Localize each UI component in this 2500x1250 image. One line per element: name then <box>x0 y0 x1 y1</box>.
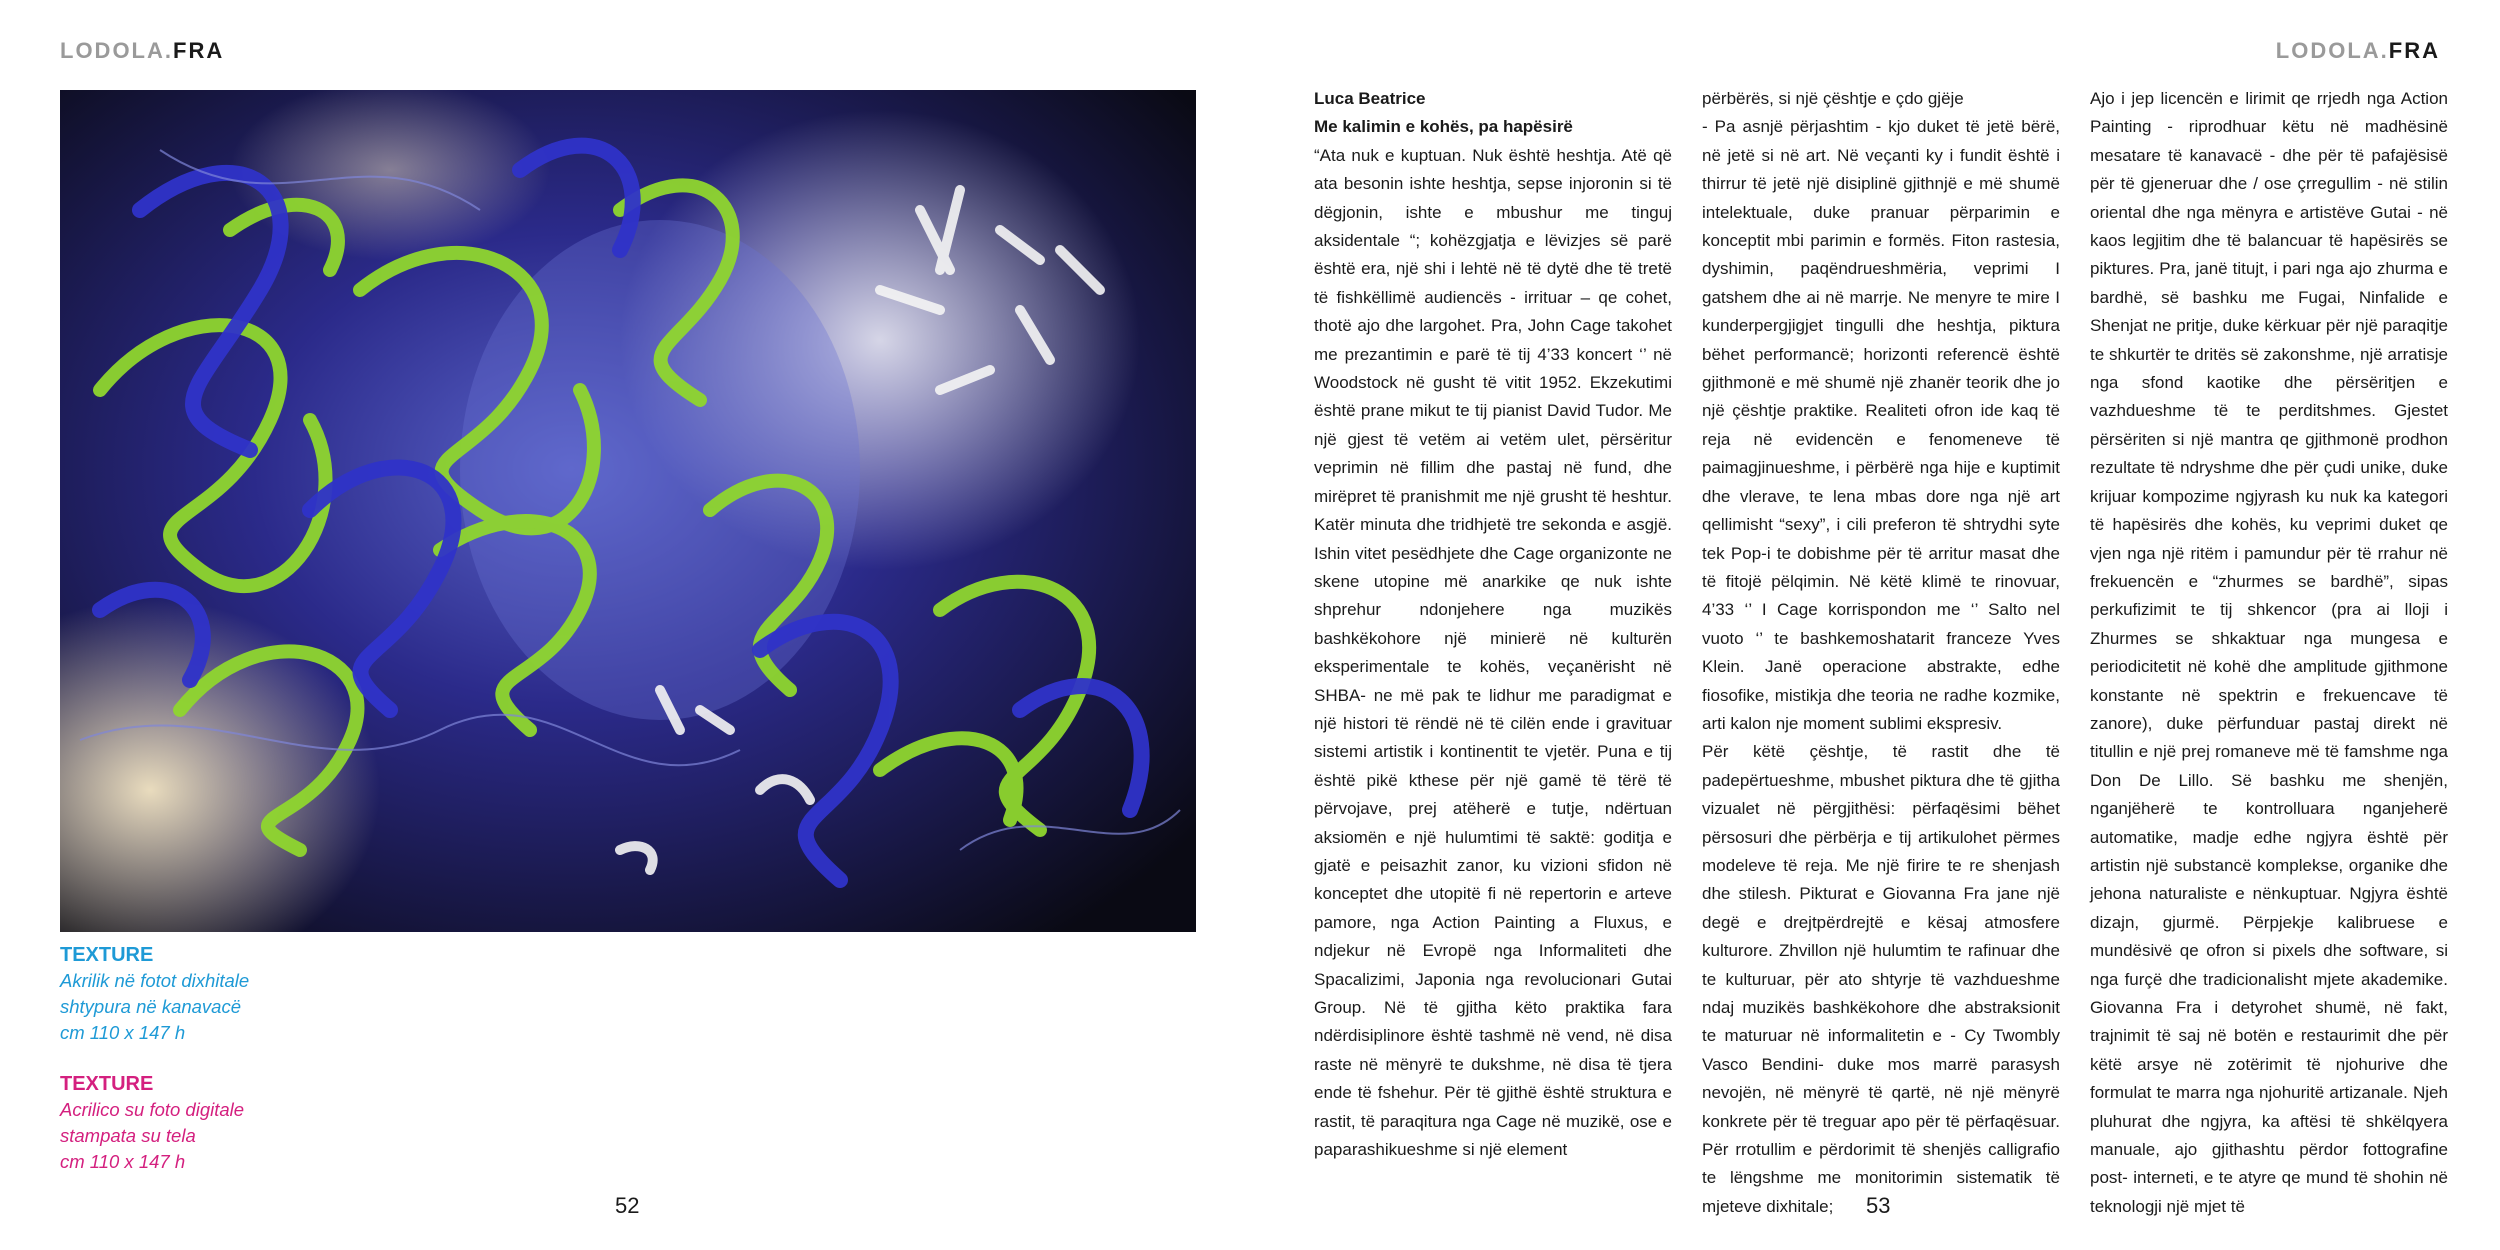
page-number-right: 53 <box>1866 1193 1891 1218</box>
article-body-text: - Pa asnjë përjashtim - kjo duket të jetë bërë, në jetë si në art. Në veçanti ky i fundit është i thirrur të jetë një disiplinë gjithnjë e më shumë intelektuale, duke pranuar përparimin e konceptit mbi parimin e formës. Fiton rastesia, dyshimin, paqëndrueshmëria, veprimi I gatshem dhe ai në marrje. Ne menyre te mire I kunderpergjigjet tingulli dhe heshtja, piktura bëhet performancë; horizonti referencë është gjithmonë e më shumë një zhanër teorik dhe jo një çështje praktike. Realiteti ofron ide kaq të reja në evidencën e fenomeneve të paimagjinueshme, i përbërë nga hije e kuptimit dhe vlerave, te lena mbas dore nga një art qellimisht “sexy”, i cili preferon të shtrydhi syte tek Pop-i te dobishme për të arritur masat dhe të fitojë pëlqimin. Në këtë klimë te rinovuar, 4’33 ‘’ I Cage korrispondon me ‘’ Salto nel vuoto ‘’ te bashkemoshatarit franceze Yves Klein. Janë operacione abstrakte, edhe fiosofike, mistikja dhe teoria ne radhe kozmike, arti kalon nje moment sublimi ekspresiv. <box>1702 117 2060 733</box>
caption-line: Akrilik në fotot dixhitale <box>60 970 250 991</box>
caption-albanian <box>60 942 249 1046</box>
caption-title: TEXTURE <box>60 1073 154 1095</box>
magazine-logo-right: LODOLA.FRA <box>2275 38 2440 63</box>
caption-line: Acrilico su foto digitale <box>60 1099 245 1120</box>
article-body-text: “Ata nuk e kuptuan. Nuk është heshtja. Atë që ata besonin ishte heshtja, sepse injoronin si të dëgjonin, ishte e mbushur me tinguj aksidentale “; kohëzgjatja e lëvizjes së parë është era, një shi i lehtë në të dytë dhe të tretë të fishkëllimë audiencës - irrituar – qe cohet, thotë ajo dhe largohet. Pra, John Cage takohet me prezantimin e parë të tij 4’33 koncert ‘’ në Woodstock në gusht të vitit 1952. Ekzekutimi është prane mikut te tij pianist David Tudor. Me një gjest të vetëm ai vetëm ulet, përsëritur veprimin në fillim dhe pastaj në fund, dhe mirëpret të pranishmit me një grusht të heshtur. Katër minuta dhe tridhjetë tre sekonda e asgjë. Ishin vitet pesëdhjete dhe Cage organizonte ne skene utopine më anarkike qe nuk ishte shprehur ndonjehere nga muzikës bashkëkohore një minierë në kulturën eksperimentale te kohës, veçanërisht në SHBA- ne më pak te lidhur me paradigmat e një histori të rëndë në të cilën ende i gravituar sistemi artistik i kontinentit te vjetër. Puna e tij është pikë kthese për një gamë të tërë të përvojave, prej atëherë e tutje, ndërtuan aksiomën e një hulumtimi të saktë: goditja e gjatë e peisazhit zanor, ku vizioni sfidon në konceptet dhe utopitë fi në repertorin e arteve pamore, nga Action Painting a Fluxus, e ndjekur në Evropë nga Informaliteti dhe Spacalizimi, Japonia nga revolucionari Gutai Group. Në të gjitha këto praktika fara ndërdisiplinore është tashmë në vend, në disa raste në mënyrë te dukshme, në disa të tjera ende të fshehur. Për të gjithë është struktura e rastit, të paraqitura nga Cage në muzikë, ose e paparashikueshme si një element <box>1314 145 1672 1160</box>
caption-dimensions: cm 110 x 147 h <box>60 1022 186 1043</box>
caption-title: TEXTURE <box>60 944 154 966</box>
article-column-3 <box>2090 85 2448 1221</box>
caption-dimensions: cm 110 x 147 h <box>60 1151 186 1172</box>
abstract-painting-image <box>60 90 1196 932</box>
article-body-text: përbërës, si një çështje e çdo gjëje <box>1702 89 1964 108</box>
article-heading: Me kalimin e kohës, pa hapësirë <box>1314 117 1573 137</box>
article-body-text: Për këtë çështje, të rastit dhe të padepërtueshme, mbushet piktura dhe të gjitha vizualet në përgjithësi: përfaqësimi bëhet përsosuri dhe përbërja e tij artikulohet përmes modeleve të reja. Me një firire te re shenjash dhe stilesh. Pikturat e Giovanna Fra jane një degë e drejtpërdrejtë e kësaj atmosfere kulturore. Zhvillon një hulumtim te rafinuar dhe te kulturuar, për ato shtyrje të vazhdueshme ndaj muzikës bashkëkohore dhe abstraksionit te maturuar në informalitetin e - Cy Twombly Vasco Bendini- duke mos marrë parasysh nevojën, në mënyrë të qartë, në një mënyrë konkrete për të treguar apo për të përfaqësuar. Për rrotullim e përdorimit të shenjës calligrafio te lëngshme me monitorimin sistematik të mjeteve dixhitale; <box>1702 742 2060 1216</box>
magazine-logo-left: LODOLA.FRA <box>60 38 225 63</box>
page-number-left: 52 <box>615 1193 640 1218</box>
caption-line: stampata su tela <box>60 1125 196 1146</box>
caption-line: shtypura në kanavacë <box>60 996 242 1017</box>
article-column-2 <box>1702 85 2060 1221</box>
article-author: Luca Beatrice <box>1314 89 1426 108</box>
caption-italian <box>60 1071 244 1175</box>
article-column-1 <box>1314 85 1672 1164</box>
article-body-text: Ajo i jep licencën e lirimit qe rrjedh nga Action Painting - riprodhuar këtu në madhësinë mesatare të kanavacë - dhe për të pafajësisë për të gjeneruar dhe / ose çrregullim - në stilin oriental dhe nga mënyra e artistëve Gutai - në kaos legjitim dhe të balancuar të hapësirës se piktures. Pra, janë titujt, i pari nga ajo zhurma e bardhë, së bashku me Fugai, Ninfalide e Shenjat ne pritje, duke kërkuar për një paraqitje te shkurtër te dritës së zakonshme, një arratisje nga sfond kaotike dhe përsëritjen e vazhdueshme të te perditshmes. Gjestet përsëriten si një mantra qe gjithmonë prodhon rezultate të ndryshme dhe për çudi unike, duke krijuar kompozime ngjyrash ku nuk ka kategori të hapësirës dhe kohës, ku veprimi duket qe vjen nga një ritëm i pamundur për të rrahur në frekuencën e “zhurmes se bardhë”, sipas perkufizimit te tij shkencor (pra ai lloji i Zhurmes se shkaktuar nga mungesa e periodicitetit në kohë dhe amplitude gjithmone konstante në spektrin e frekuencave të zanore), duke përfunduar pastaj direkt në titullin e një prej romaneve më të famshme nga Don De Lillo. Së bashku me shenjën, nganjëherë te kontrolluara nganjeherë automatike, madje edhe ngjyra është për artistin një substancë komplekse, organike dhe jehona naturaliste e nënkuptuar. Ngjyra është dizajn, gjurmë. Përpjekje kalibruese e mundësivë qe ofron si pixels dhe software, si nga furçë dhe tradicionalisht mjete akademike. Giovanna Fra i detyrohet shumë, në fakt, trajnimit të saj në botën e restaurimit dhe për këtë arsye në zotërimit të njohurive dhe formulat te marra nga njohuritë artizanale. Njeh pluhurat dhe ngjyra, ka aftësi të shkëlqyera manuale, ajo gjithashtu përdor fottografine post- interneti, e te atyre qe mund të shohin në teknologji një mjet të <box>2090 89 2448 1216</box>
